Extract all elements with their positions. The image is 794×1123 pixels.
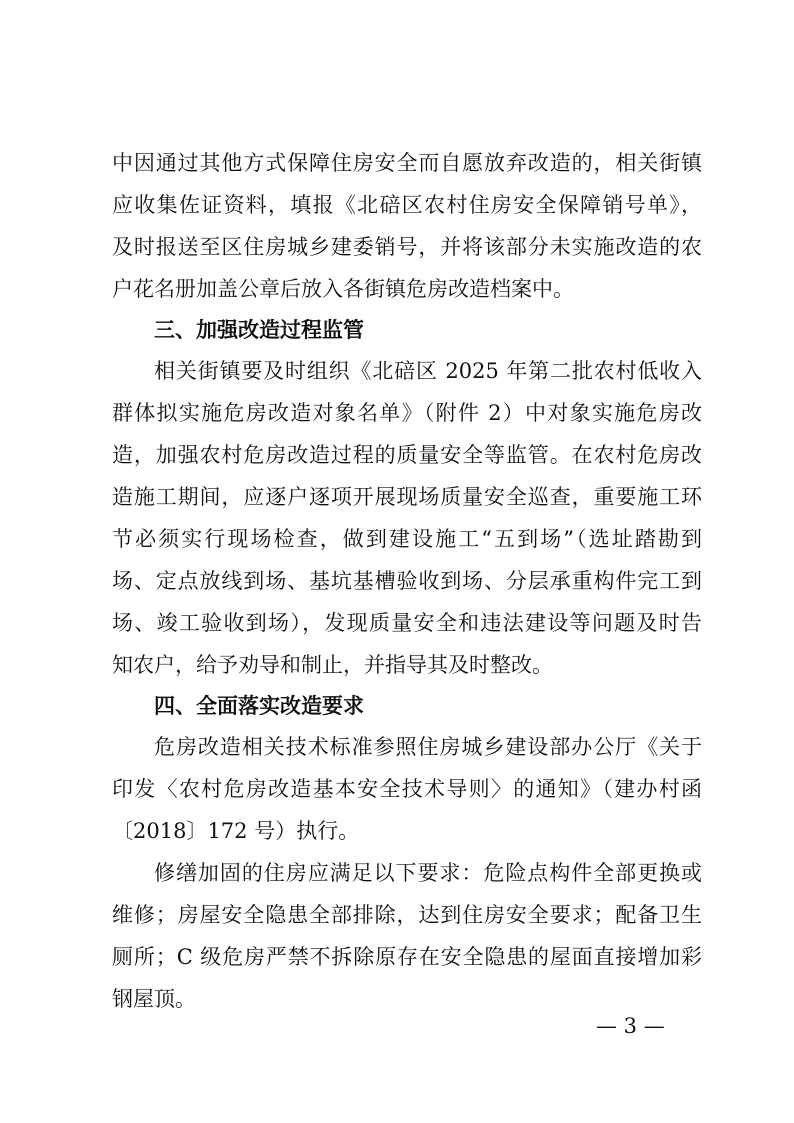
paragraph-line: 户花名册加盖公章后放入各街镇危房改造档案中。 (112, 277, 574, 301)
paragraph-line: 厕所；C 级危房严禁不拆除原存在安全隐患的屋面直接增加彩 (112, 945, 702, 969)
paragraph-line: 场、定点放线到场、基坑基槽验收到场、分层承重构件完工到 (112, 569, 702, 593)
paragraph-line: 造，加强农村危房改造过程的质量安全等监管。在农村危房改 (112, 443, 702, 467)
paragraph-line: 中因通过其他方式保障住房安全而自愿放弃改造的，相关街镇 (112, 151, 702, 175)
paragraph-line: 群体拟实施危房改造对象名单》（附件 2）中对象实施危房改 (112, 401, 702, 425)
paragraph-line: 危房改造相关技术标准参照住房城乡建设部办公厅《关于 (154, 735, 702, 759)
section-heading: 四、全面落实改造要求 (154, 694, 364, 718)
paragraph-line: 场、竣工验收到场），发现质量安全和违法建设等问题及时告 (112, 611, 702, 635)
paragraph-line: 应收集佐证资料，填报《北碚区农村住房安全保障销号单》， (112, 193, 702, 217)
paragraph-line: 节必须实行现场检查，做到建设施工“五到场”（选址踏勘到 (112, 527, 702, 551)
paragraph-line: 钢屋顶。 (112, 987, 196, 1011)
paragraph-line: 及时报送至区住房城乡建委销号，并将该部分未实施改造的农 (112, 235, 702, 259)
paragraph-line: 印发〈农村危房改造基本安全技术导则〉的通知》（建办村函 (112, 777, 702, 801)
paragraph-line: 造施工期间，应逐户逐项开展现场质量安全巡查，重要施工环 (112, 485, 702, 509)
paragraph-line: 〔2018〕172 号）执行。 (112, 819, 360, 843)
paragraph-line: 知农户，给予劝导和制止，并指导其及时整改。 (112, 653, 553, 677)
paragraph-line: 相关街镇要及时组织《北碚区 2025 年第二批农村低收入 (154, 359, 702, 383)
section-heading: 三、加强改造过程监管 (154, 318, 364, 342)
page-number: — 3 — (596, 1014, 665, 1038)
paragraph-line: 修缮加固的住房应满足以下要求：危险点构件全部更换或 (154, 861, 702, 885)
paragraph-line: 维修；房屋安全隐患全部排除，达到住房安全要求；配备卫生 (112, 903, 702, 927)
